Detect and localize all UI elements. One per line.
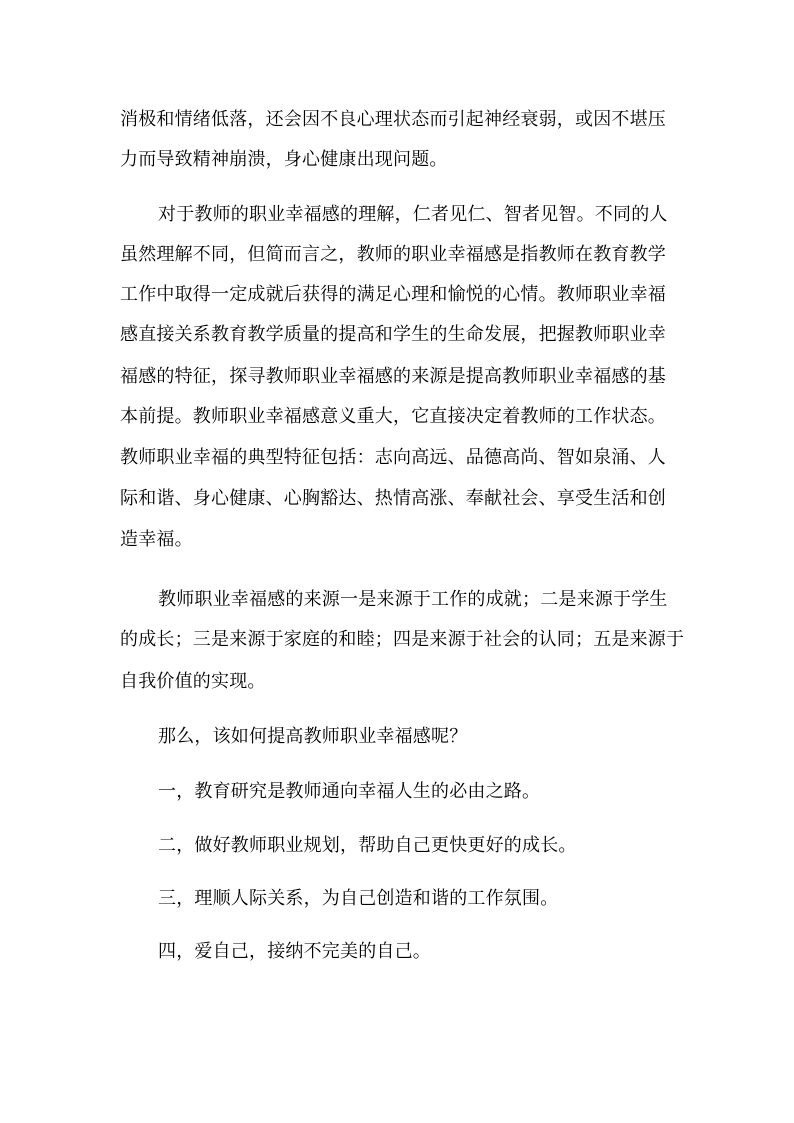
point-4: 四，爱自己，接纳不完美的自己。 (158, 941, 431, 962)
paragraph-2-line-5: 福感的特征，探寻教师职业幸福感的来源是提高教师职业幸福感的基 (120, 366, 666, 387)
paragraph-2-line-7: 教师职业幸福的典型特征包括：志向高远、品德高尚、智如泉涌、人 (120, 447, 666, 468)
paragraph-2-line-9: 造幸福。 (120, 529, 193, 550)
paragraph-2-line-3: 工作中取得一定成就后获得的满足心理和愉悦的心情。教师职业幸福 (120, 284, 666, 305)
paragraph-3-line-3: 自我价值的实现。 (120, 671, 266, 692)
paragraph-3-line-1: 教师职业幸福感的来源一是来源于工作的成就；二是来源于学生 (158, 589, 668, 610)
paragraph-2-line-6: 本前提。教师职业幸福感意义重大，它直接决定着教师的工作状态。 (120, 406, 666, 427)
paragraph-2-line-2: 虽然理解不同，但简而言之，教师的职业幸福感是指教师在教育教学 (120, 244, 666, 265)
paragraph-1-line-1: 消极和情绪低落，还会因不良心理状态而引起神经衰弱，或因不堪压 (120, 109, 666, 130)
paragraph-3-line-2: 的成长；三是来源于家庭的和睦；四是来源于社会的认同；五是来源于 (120, 629, 685, 650)
question-line: 那么，该如何提高教师职业幸福感呢？ (158, 726, 468, 747)
paragraph-2-line-8: 际和谐、身心健康、心胸豁达、热情高涨、奉献社会、享受生活和创 (120, 488, 666, 509)
paragraph-2-line-1: 对于教师的职业幸福感的理解，仁者见仁、智者见智。不同的人 (158, 204, 668, 225)
paragraph-1-line-2: 力而导致精神崩溃，身心健康出现问题。 (120, 149, 448, 170)
point-1: 一，教育研究是教师通向幸福人生的必由之路。 (158, 781, 541, 802)
point-2: 二，做好教师职业规划，帮助自己更快更好的成长。 (158, 835, 577, 856)
paragraph-2-line-4: 感直接关系教育教学质量的提高和学生的生命发展，把握教师职业幸 (120, 324, 666, 345)
point-3: 三，理顺人际关系，为自己创造和谐的工作氛围。 (158, 888, 559, 909)
